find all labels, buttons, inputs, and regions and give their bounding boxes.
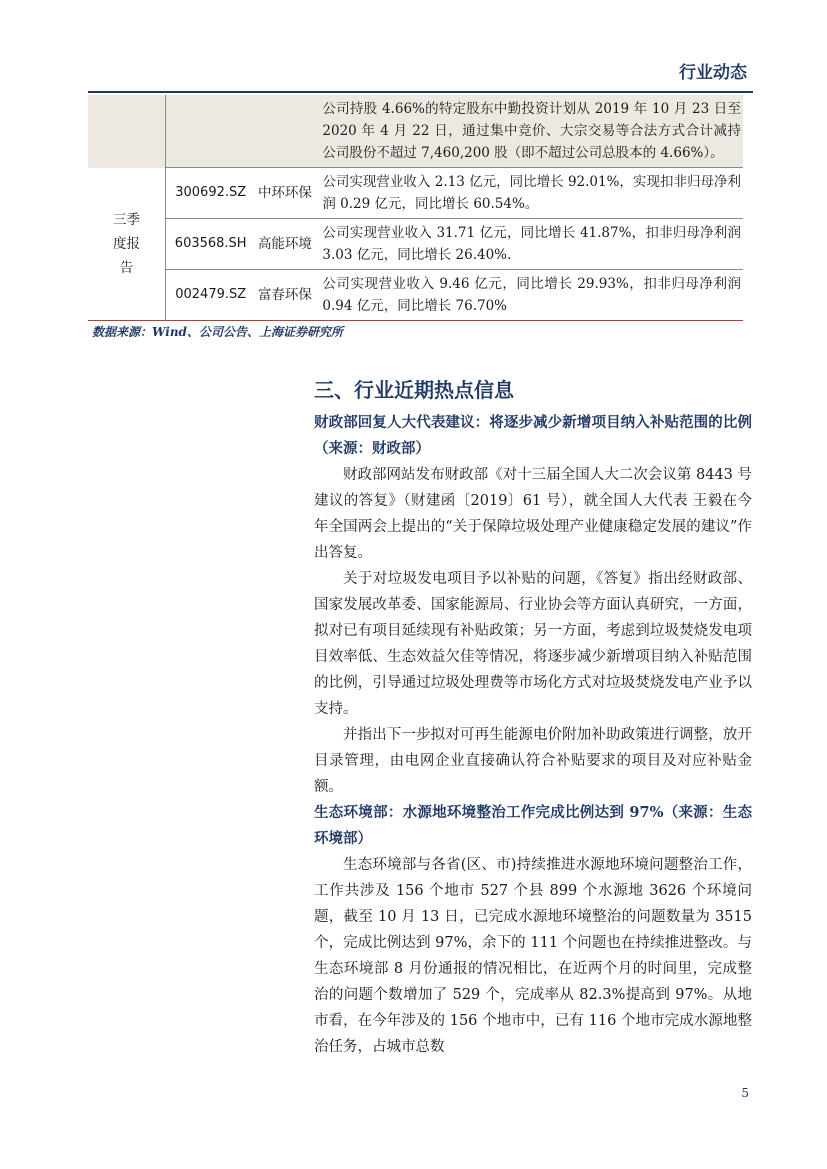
code-cell: 300692.SZ bbox=[165, 168, 255, 219]
section-content bbox=[314, 410, 752, 1060]
table-bottom-rule bbox=[88, 320, 743, 321]
section-subheading: 财政部回复人大代表建议：将逐步减少新增项目纳入补贴范围的比例（来源：财政部） bbox=[314, 414, 752, 457]
body-paragraph: 关于对垃圾发电项目予以补贴的问题，《答复》指出经财政部、国家发展改革委、国家能源局、行业协会等方面认真研究，一方面，拟对已有项目延续现有补贴政策；另一方面，考虑到垃圾焚烧发电项目效率低、生态效益欠佳等情况，将逐步减少新增项目纳入补贴范围的比例，引导通过垃圾处理费等市场化方式对垃圾焚烧发电产业予以支持。 bbox=[314, 571, 752, 717]
code-cell: 002479.SZ bbox=[165, 270, 255, 321]
table-row bbox=[88, 270, 743, 321]
desc-cell: 公司实现营业收入 31.71 亿元，同比增长 41.87%，扣非归母净利润 3.03 亿元，同比增长 26.40%. bbox=[314, 219, 743, 270]
code-cell: 603568.SH bbox=[165, 219, 255, 270]
group-label-cell bbox=[88, 168, 165, 321]
page-number: 5 bbox=[741, 1086, 749, 1100]
body-paragraph: 并指出下一步拟对可再生能源电价附加补助政策进行调整，放开目录管理，由电网企业直接确认符合补贴要求的项目及对应补贴金额。 bbox=[314, 727, 752, 795]
data-source-note: 数据来源：Wind、公司公告、上海证券研究所 bbox=[92, 325, 343, 339]
top-note-cell: 公司持股 4.66%的特定股东中勤投资计划从 2019 年 10 月 23 日至 2020 年 4 月 22 日，通过集中竞价、大宗交易等合法方式合计减持公司股份不超过 7,460,200 股（即不超过公司总股本的 4.66%）。 bbox=[314, 95, 743, 168]
table-row-top-note bbox=[88, 95, 743, 168]
section-subheading: 生态环境部：水源地环境整治工作完成比例达到 97%（来源：生态环境部） bbox=[314, 804, 752, 847]
body-paragraph: 生态环境部与各省(区、市)持续推进水源地环境问题整治工作，工作共涉及 156 个地市 527 个县 899 个水源地 3626 个环境问题，截至 10 月 13 日，已完成水源地环境整治的问题数量为 3515 个，完成比例达到 97%，余下的 111 个问题也在持续推进整改。与生态环境部 8 月份通报的情况相比，在近两个月的时间里，完成整治的问题个数增加了 529 个，完成率从 82.3%提高到 97%。从地市看，在今年涉及的 156 个地市中，已有 116 个地市完成水源地整治任务，占城市总数 bbox=[314, 857, 752, 1055]
body-paragraph: 财政部网站发布财政部《对十三届全国人大二次会议第 8443 号建议的答复》（财建函〔2019〕61 号），就全国人大代表 王毅在今年全国两会上提出的“关于保障垃圾处理产业健康稳定发展的建议”作出答复。 bbox=[314, 467, 752, 561]
desc-cell: 公司实现营业收入 2.13 亿元，同比增长 92.01%，实现扣非归母净利润 0.29 亿元，同比增长 60.54%。 bbox=[314, 168, 743, 219]
group-label: 三季度报告 bbox=[112, 211, 140, 276]
header-title: 行业动态 bbox=[679, 63, 747, 83]
name-cell: 高能环境 bbox=[255, 219, 314, 270]
name-cell: 富春环保 bbox=[255, 270, 314, 321]
header-rule bbox=[88, 91, 753, 93]
table-row bbox=[88, 219, 743, 270]
name-cell: 中环环保 bbox=[255, 168, 314, 219]
report-table bbox=[88, 95, 743, 320]
table-row bbox=[88, 168, 743, 219]
desc-cell: 公司实现营业收入 9.46 亿元，同比增长 29.93%，扣非归母净利润 0.94 亿元，同比增长 76.70% bbox=[314, 270, 743, 321]
section-title: 三、行业近期热点信息 bbox=[314, 378, 514, 402]
